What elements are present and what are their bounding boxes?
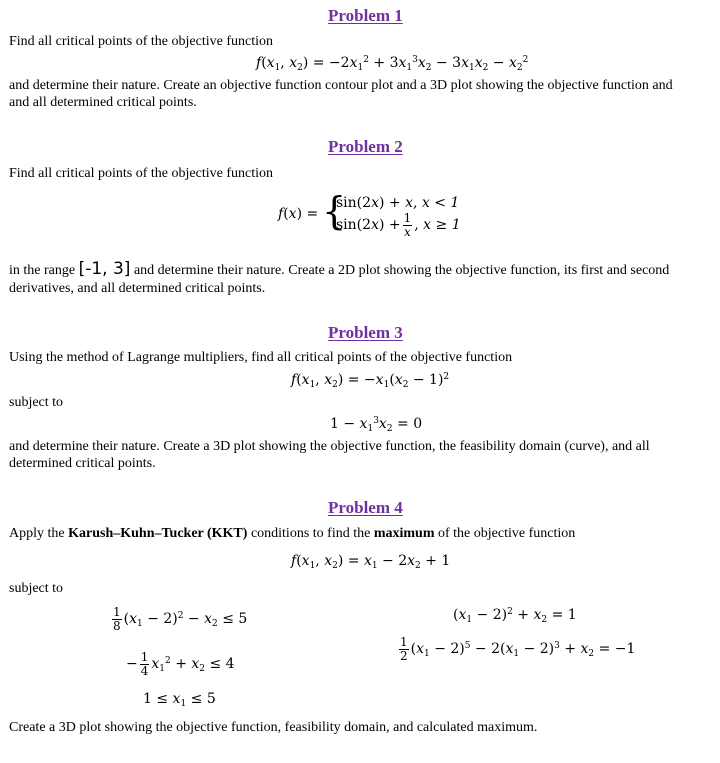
problem-2-range: [-1, 3] [78,259,131,279]
problem-4-inequality-2: − $\frac{1}{4}$ $x_1^2 + x_2 \le 4$ [126,650,235,678]
problem-4-intro [9,526,575,542]
problem-4-intro-maximum: maximum [373,526,435,541]
problem-4-equality-2: $\frac{1}{2}$ $(x_1 - 2)^5 - 2(x_1 - 2)^3 + x_2 = -1$ [400,635,636,663]
problem-3-title: Problem 3 [328,323,403,342]
problem-3-closing: and determine their nature. Create a 3D plot showing the objective function, the feasibility domain (curve), and all [9,439,650,454]
problem-4-closing: Create a 3D plot showing the objective function, feasibility domain, and calculated maximum. [9,720,538,735]
problem-4-intro-a: Apply the [9,526,65,541]
problem-2-closing-cont: derivatives, and all determined critical points. [9,281,266,296]
problem-2-case-1-condition: x < 1 [421,195,460,211]
problem-3-subject-to: subject to [9,395,64,410]
problem-3-closing-cont: determined critical points. [9,456,156,471]
problem-4-intro-c: of the objective function [438,526,576,541]
problem-4-bound: $1 \le x_1 \le 5$ [143,691,216,709]
problem-1-closing-cont: and all determined critical points. [9,95,197,110]
problem-2-closing [9,260,669,280]
problem-1-title: Problem 1 [328,6,403,25]
problem-2-title: Problem 2 [328,137,403,156]
problem-4-objective-equation: $f(x_1$, $x_2) = x_1 - 2x_2 + 1$ [291,553,451,571]
problem-4-inequality-1: $\frac{1}{8}$ $(x_1 - 2)^2 - x_2 \le 5$ [113,605,248,633]
problem-4-intro-kkt: Karush–Kuhn–Tucker (KKT) [68,526,248,541]
problem-4-intro-b: conditions to find the [250,526,371,541]
problem-1-closing: and determine their nature. Create an objective function contour plot and a 3D plot showing the objective function and [9,78,673,93]
problem-2-case-2-condition: x ≥ 1 [423,217,461,234]
problem-4-subject-to: subject to [9,581,64,596]
problem-3-constraint: $1 - x_1^3x_2 = 0$ [330,416,423,434]
problem-1-objective-equation: $f(x_1$, $x_2) = -2x_1^2 + 3x_1^3x_2 - 3x_1x_2 - x_2^2$ [256,55,529,73]
problem-2-intro: Find all critical points of the objective function [9,166,273,181]
problem-3-objective-equation: $f(x_1$, $x_2) = -x_1(x_2 - 1)^2$ [291,372,450,390]
problem-2-range-label: in the range [9,263,76,278]
problem-2-closing-text: and determine their nature. Create a 2D plot showing the objective function, its first and second [133,263,670,278]
problem-1-intro: Find all critical points of the objective function [9,34,273,49]
problem-4-equality-1: $(x_1 - 2)^2 + x_2 = 1$ [453,607,577,625]
problem-3-intro: Using the method of Lagrange multipliers, find all critical points of the objective function [9,350,513,365]
problem-4-title: Problem 4 [328,498,403,517]
